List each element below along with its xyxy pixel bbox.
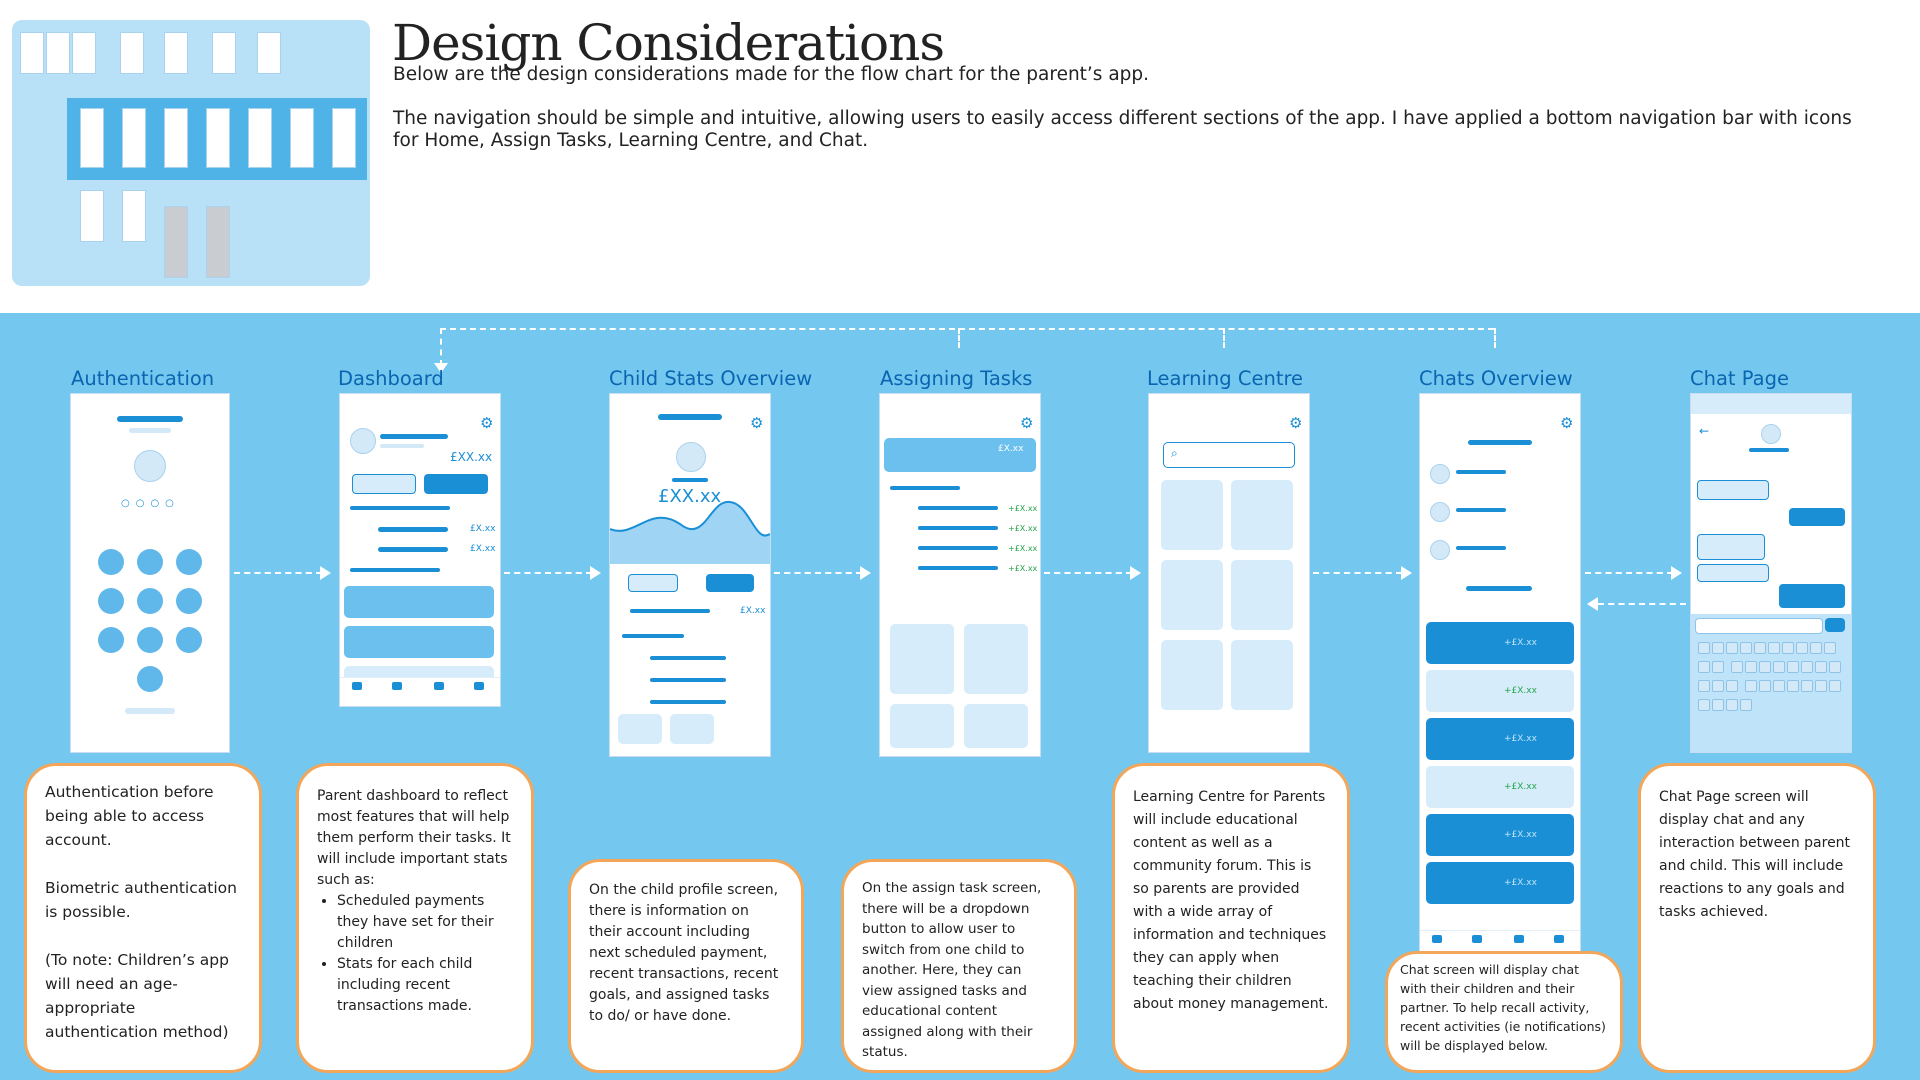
bullet-item: • Scheduled payments they have set for their children <box>337 891 513 954</box>
avatar <box>134 450 166 482</box>
placeholder-bar <box>658 414 722 420</box>
chat-icon <box>474 682 484 690</box>
description-text: Chat screen will display chat with their children and their partner. To help recall activity, recent activities (ie notifications) will be displayed below. <box>1400 962 1606 1053</box>
activity-amount: +£X.xx <box>1504 830 1537 840</box>
activity-amount: +£X.xx <box>1504 638 1537 648</box>
description-child-stats <box>568 859 804 1073</box>
activity-card <box>1426 670 1574 712</box>
placeholder-bar <box>1749 448 1789 452</box>
section-title-chats-overview: Chats Overview <box>1419 367 1573 390</box>
learning-centre-icon <box>1514 935 1524 943</box>
placeholder-bar <box>1456 546 1506 550</box>
learning-card <box>1161 560 1223 630</box>
thumbnail-screen <box>122 108 146 168</box>
learning-card <box>1161 480 1223 550</box>
learning-card <box>1231 640 1293 710</box>
keypad-button <box>137 666 163 692</box>
placeholder-bar <box>672 478 708 482</box>
description-text: Learning Centre for Parents will include educational content as well as a community forum. This is so parents are provided with a wide array of information and techniques they can apply when teaching their children about money management. <box>1133 789 1329 1012</box>
education-card <box>890 704 954 748</box>
section-title-assigning-tasks: Assigning Tasks <box>880 367 1033 390</box>
placeholder-bar <box>378 527 448 532</box>
chat-bubble-received <box>1697 480 1769 500</box>
thumbnail-screen <box>290 108 314 168</box>
keypad-button <box>137 627 163 653</box>
flow-arrow <box>1598 603 1686 605</box>
thumbnail-screen <box>206 108 230 168</box>
thumbnail-screen <box>164 206 188 278</box>
placeholder-bar <box>1466 586 1532 591</box>
learning-card <box>1231 480 1293 550</box>
description-text: Biometric authentication is possible. <box>45 879 237 921</box>
message-input <box>1695 618 1823 634</box>
description-assigning-tasks <box>841 859 1077 1073</box>
goal-card <box>670 714 714 744</box>
keypad-button <box>98 588 124 614</box>
chat-bubble-received <box>1697 564 1769 582</box>
description-text: (To note: Children’s app will need an age-appropriate authentication method) <box>45 951 229 1041</box>
activity-amount: +£X.xx <box>1504 782 1537 792</box>
intro-text <box>393 64 1863 174</box>
gear-icon: ⚙ <box>750 414 764 432</box>
chats-overview-screen-mockup <box>1419 393 1581 960</box>
gear-icon: ⚙ <box>1289 414 1303 432</box>
dashboard-screen-mockup <box>339 393 501 707</box>
avatar <box>676 442 706 472</box>
assign-tasks-icon <box>1472 935 1482 943</box>
chat-bubble-sent <box>1789 508 1845 526</box>
placeholder-bar <box>117 416 183 422</box>
placeholder-bar <box>1456 470 1506 474</box>
activity-card <box>1426 814 1574 856</box>
placeholder-bar <box>380 434 448 439</box>
placeholder-bar <box>918 566 998 570</box>
thumbnail-screen <box>212 32 236 74</box>
chat-bubble-sent <box>1779 584 1845 608</box>
send-button <box>1825 618 1845 632</box>
description-learning-centre <box>1112 763 1350 1073</box>
keypad-button <box>137 588 163 614</box>
home-icon <box>352 682 362 690</box>
thumbnail-screen <box>120 32 144 74</box>
secondary-button <box>628 574 678 592</box>
activity-card <box>1426 766 1574 808</box>
loop-connector <box>1223 328 1225 348</box>
loop-connector <box>440 328 1494 330</box>
flow-arrow <box>1313 572 1402 574</box>
education-card <box>964 704 1028 748</box>
flow-arrow <box>504 572 592 574</box>
placeholder-bar <box>918 526 998 530</box>
placeholder-bar <box>650 700 726 704</box>
description-text: Parent dashboard to reflect most features that will help them perform their tasks. It will include important stats such as: <box>317 788 511 888</box>
description-dashboard <box>296 763 534 1073</box>
loop-connector <box>1494 328 1496 348</box>
chat-icon <box>1554 935 1564 943</box>
placeholder-bar <box>350 506 450 510</box>
education-card <box>890 624 954 694</box>
back-arrow-icon: ← <box>1699 424 1710 438</box>
keyboard <box>1691 614 1851 752</box>
balance-amount: £XX.xx <box>450 450 493 464</box>
description-bullets <box>317 891 513 1017</box>
thumbnail-screen <box>206 206 230 278</box>
section-title-learning-centre: Learning Centre <box>1147 367 1304 390</box>
placeholder-bar <box>918 506 998 510</box>
child-balance-amount: £X.xx <box>998 444 1024 454</box>
gear-icon: ⚙ <box>1020 414 1034 432</box>
search-input <box>1163 442 1295 468</box>
activity-card <box>1426 862 1574 904</box>
keyboard-keys <box>1697 640 1847 716</box>
arrow-head <box>860 566 871 580</box>
scheduled-payment-amount: £X.xx <box>470 544 496 554</box>
child-stats-screen-mockup <box>609 393 771 757</box>
thumbnail-screen <box>164 32 188 74</box>
learning-centre-screen-mockup <box>1148 393 1310 753</box>
education-card <box>964 624 1028 694</box>
pin-dots-icon: ○○○○ <box>121 498 180 509</box>
placeholder-bar <box>378 547 448 552</box>
primary-button <box>706 574 754 592</box>
arrow-head <box>320 566 331 580</box>
assign-tasks-icon <box>392 682 402 690</box>
authentication-screen-mockup <box>70 393 230 753</box>
placeholder-bar <box>650 656 726 660</box>
task-reward-amount: +£X.xx <box>1008 544 1038 553</box>
arrow-head <box>1587 597 1598 611</box>
task-reward-amount: +£X.xx <box>1008 504 1038 513</box>
keypad-button <box>176 627 202 653</box>
flow-arrow <box>234 572 322 574</box>
chat-page-screen-mockup <box>1690 393 1852 753</box>
gear-icon: ⚙ <box>1560 414 1574 432</box>
loop-connector <box>958 328 960 348</box>
placeholder-bar <box>1456 508 1506 512</box>
arrow-head <box>1671 566 1682 580</box>
avatar <box>1430 464 1450 484</box>
placeholder-bar <box>630 609 710 613</box>
intro-line-1: Below are the design considerations made for the flow chart for the parent’s app. <box>393 64 1150 85</box>
task-reward-amount: +£X.xx <box>1008 564 1038 573</box>
thumbnail-screen <box>20 32 44 74</box>
description-text: On the child profile screen, there is information on their account including next scheduled payment, recent transactions, recent goals, and assigned tasks to do/ or have done. <box>589 882 779 1024</box>
keypad-button <box>176 588 202 614</box>
activity-amount: +£X.xx <box>1504 878 1537 888</box>
child-card <box>344 626 494 658</box>
bullet-item: • Stats for each child including recent transactions made. <box>337 954 513 1017</box>
flow-arrow <box>1585 572 1673 574</box>
keypad-button <box>98 549 124 575</box>
gear-icon: ⚙ <box>480 414 494 432</box>
page-title: Design Considerations <box>392 14 944 72</box>
placeholder-bar <box>125 708 175 714</box>
placeholder-bar <box>622 634 684 638</box>
placeholder-bar <box>350 568 440 572</box>
activity-amount: +£X.xx <box>1504 734 1537 744</box>
goal-card <box>618 714 662 744</box>
assigning-tasks-screen-mockup <box>879 393 1041 757</box>
description-authentication <box>24 763 262 1073</box>
thumbnail-screen <box>80 190 104 242</box>
task-reward-amount: +£X.xx <box>1008 524 1038 533</box>
activity-card <box>1426 622 1574 664</box>
description-text: Authentication before being able to access account. <box>45 783 214 849</box>
keypad-button <box>98 627 124 653</box>
thumbnail-screen <box>257 32 281 74</box>
intro-line-2: The navigation should be simple and intuitive, allowing users to easily access different sections of the app. I have applied a bottom navigation bar with icons for Home, Assign Tasks, Learning Centre, and Chat. <box>393 108 1852 151</box>
keypad-button <box>176 549 202 575</box>
activity-amount: +£X.xx <box>1504 686 1537 696</box>
description-chat-page <box>1638 763 1876 1073</box>
scheduled-payment-amount: £X.xx <box>470 524 496 534</box>
activity-card <box>1426 718 1574 760</box>
secondary-button <box>352 474 416 494</box>
balance-trend-graph <box>610 494 770 564</box>
description-text: On the assign task screen, there will be a dropdown button to allow user to switch from one child to another. Here, they can view assigned tasks and educational content assigned along with their status. <box>862 880 1042 1060</box>
thumbnail-screen <box>248 108 272 168</box>
keypad-button <box>137 549 163 575</box>
placeholder-bar <box>129 428 171 433</box>
chat-header <box>1691 394 1851 414</box>
arrow-head <box>1401 566 1412 580</box>
flowchart-thumbnail <box>12 20 370 286</box>
thumbnail-screen <box>80 108 104 168</box>
thumbnail-screen <box>332 108 356 168</box>
placeholder-bar <box>890 486 960 490</box>
section-title-authentication: Authentication <box>71 367 215 390</box>
thumbnail-screen <box>46 32 70 74</box>
placeholder-bar <box>1468 440 1532 445</box>
placeholder-bar <box>650 678 726 682</box>
flow-arrow <box>774 572 862 574</box>
thumbnail-screen <box>122 190 146 242</box>
primary-button <box>424 474 488 494</box>
arrow-head <box>1130 566 1141 580</box>
child-card <box>344 586 494 618</box>
description-text: Chat Page screen will display chat and any interaction between parent and child. This will include reactions to any goals and tasks achieved. <box>1659 789 1851 920</box>
section-title-dashboard: Dashboard <box>338 367 444 390</box>
learning-centre-icon <box>434 682 444 690</box>
placeholder-bar <box>918 546 998 550</box>
arrow-head <box>590 566 601 580</box>
section-title-child-stats: Child Stats Overview <box>609 367 813 390</box>
child-balance-amount: £XX.xx <box>658 486 722 507</box>
chat-bubble-received <box>1697 534 1765 560</box>
search-icon: ⌕ <box>1171 446 1178 460</box>
description-chats-overview <box>1385 951 1623 1073</box>
learning-card <box>1231 560 1293 630</box>
flow-arrow <box>1044 572 1132 574</box>
thumbnail-screen <box>164 108 188 168</box>
learning-card <box>1161 640 1223 710</box>
section-title-chat-page: Chat Page <box>1690 367 1789 390</box>
home-icon <box>1432 935 1442 943</box>
avatar <box>1430 540 1450 560</box>
avatar <box>1430 502 1450 522</box>
avatar <box>350 428 376 454</box>
flow-panel <box>0 313 1920 1080</box>
placeholder-bar <box>380 444 424 448</box>
bottom-nav <box>340 677 500 706</box>
loop-connector <box>440 328 442 366</box>
thumbnail-screen <box>72 32 96 74</box>
child-payment-amount: £X.xx <box>740 606 766 616</box>
avatar <box>1761 424 1781 444</box>
